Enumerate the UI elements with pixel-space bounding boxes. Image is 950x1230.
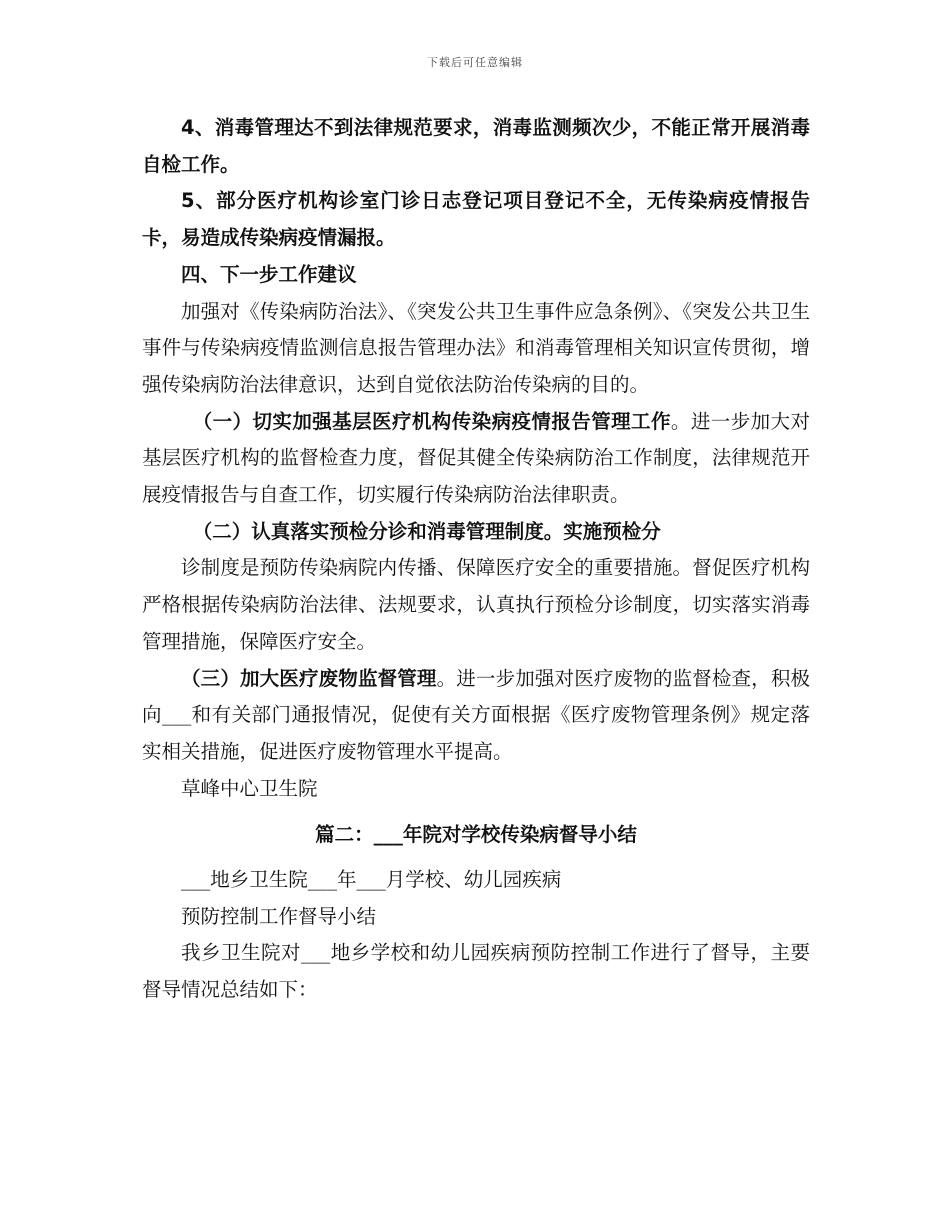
intro-paragraph: 加强对《传染病防治法》、《突发公共卫生事件应急条例》、《突发公共卫生事件与传染病疫情监测信息报告管理办法》和消毒管理相关知识宣传贯彻，增强传染病防治法律意识，达到自觉依法防治传染病的目的。	[142, 299, 810, 396]
item-1-heading: （一）切实加强基层医疗机构传染病疫情报告管理工作	[192, 409, 671, 433]
item-3-heading: （三）加大医疗废物监督管理	[181, 666, 437, 690]
item-1-text: 。进一步加大对基层医疗机构的监督检查力度，督促其健全传染病防治工作制度，法律规范开展疫情报告与自查工作，切实履行传染病防治法律职责。	[142, 409, 810, 507]
item-2-text: 诊制度是预防传染病院内传播、保障医疗安全的重要措施。督促医疗机构严格根据传染病防治法律、法规要求，认真执行预检分诊制度，切实落实消毒管理措施，保障医疗安全。	[142, 556, 810, 653]
issue-5-paragraph: 5、部分医疗机构诊室门诊日志登记项目登记不全，无传染病疫情报告卡，易造成传染病疫情漏报。	[142, 189, 810, 250]
signature: 草峰中心卫生院	[181, 776, 318, 800]
document-body	[142, 110, 810, 1009]
part-2-title: 篇二：___年院对学校传染病督导小结	[315, 823, 637, 847]
page-header: 下载后可任意编辑	[427, 56, 523, 69]
section-4-heading: 四、下一步工作建议	[181, 262, 357, 286]
part-2-line-1: ___地乡卫生院___年___月学校、幼儿园疾病	[181, 868, 562, 892]
item-3-paragraph	[142, 661, 810, 771]
item-1-paragraph	[142, 404, 810, 514]
part-2-body: 我乡卫生院对___地乡学校和幼儿园疾病预防控制工作进行了督导，主要督导情况总结如下：	[142, 941, 810, 1002]
item-2-heading: （二）认真落实预检分诊和消毒管理制度。实施预检分	[192, 519, 661, 543]
issue-4-paragraph: 4、消毒管理达不到法律规范要求，消毒监测频次少，不能正常开展消毒自检工作。	[142, 116, 810, 176]
part-2-line-2: 预防控制工作督导小结	[181, 904, 377, 928]
item-3-text: 。进一步加强对医疗废物的监督检查，积极向___和有关部门通报情况，促使有关方面根据《医疗废物管理条例》规定落实相关措施，促进医疗废物管理水平提高。	[142, 666, 810, 763]
